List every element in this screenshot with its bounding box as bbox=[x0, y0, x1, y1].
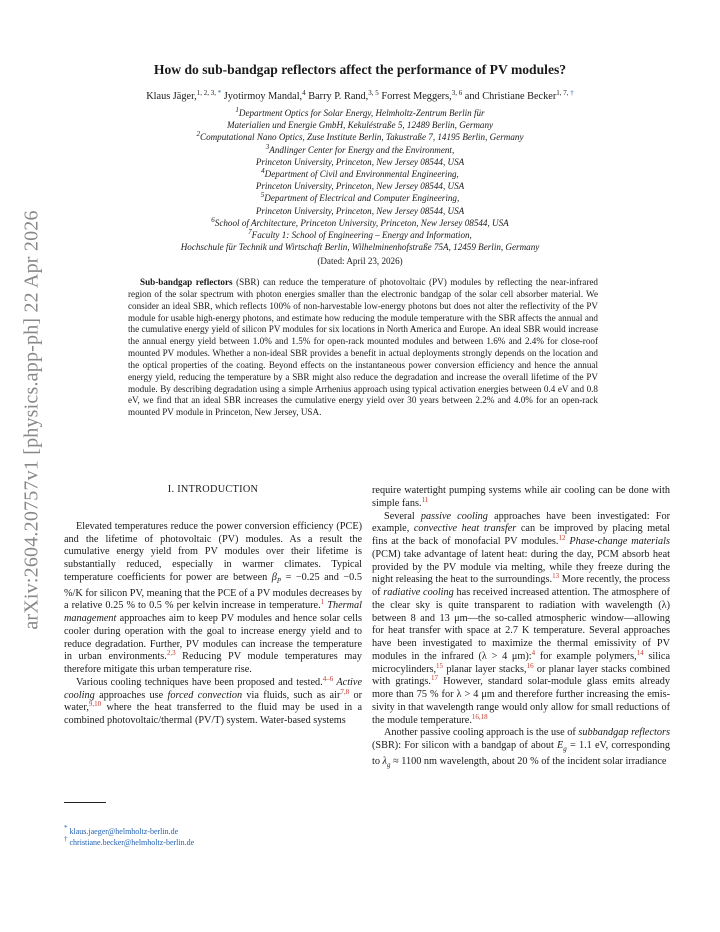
citation-link[interactable]: 4–6 bbox=[322, 674, 334, 683]
affiliation-marker: 4 bbox=[302, 89, 306, 97]
abstract bbox=[128, 277, 598, 419]
citation-link[interactable]: 16,18 bbox=[471, 712, 488, 721]
citation-link[interactable]: 9,10 bbox=[88, 700, 102, 709]
corresponding-author-marker[interactable]: * bbox=[215, 89, 222, 97]
citation-link[interactable]: 15 bbox=[436, 661, 444, 670]
affiliation-line: Hochschule für Technik und Wirtschaft Berlin, Wilhelminenhofstraße 75A, 12459 Berlin, Germany bbox=[180, 242, 540, 253]
email-link[interactable]: klaus.jaeger@helmholtz-berlin.de bbox=[69, 827, 179, 836]
paragraph: Elevated temperatures reduce the power conversion efficiency (PCE) and the lifetime of photovoltaic (PV) modules. As a result the cumulative energy yield from PV modules over their lifetime is substantially reduced, especially in warmer climates. Typical temperature coefficients for power are between $\beta_P = -0.25$ and −0.5 %/K for silicon PV, meaning that the PCE of a PV modules decreases by a relative 0.25 % to 0.5 % per kelvin increase in temperature.$^1$ Thermal management approaches aim to keep PV modules and hence solar cells cooler during operation with the goal to increase energy yield and to reduce degradation. Further, PV modules can increase the temperature in urban environments.$^{2,3}$ Reducing PV module temperatures may therefore mitigate this urban temperature rise. bbox=[64, 520, 362, 676]
email-link[interactable]: christiane.becker@helmholtz-berlin.de bbox=[69, 838, 195, 847]
affiliation-line: $^6$School of Architecture, Princeton University, Princeton, New Jersey 08544, USA bbox=[211, 215, 509, 228]
author-name: Jyotirmoy Mandal, bbox=[221, 91, 303, 102]
affiliation-line: $^3$Andlinger Center for Energy and the Environment, bbox=[265, 142, 455, 155]
affiliation-line: $^7$Faculty 1: School of Engineering – Energy and Information, bbox=[248, 228, 472, 241]
citation-link[interactable]: 13 bbox=[552, 572, 560, 581]
section-heading: I. INTRODUCTION bbox=[167, 484, 259, 495]
citation-link[interactable]: 2,3 bbox=[166, 649, 176, 658]
citation-link[interactable]: 14 bbox=[636, 648, 644, 657]
abstract-lead: Sub-bandgap reflectors bbox=[140, 277, 233, 287]
citation-link[interactable]: 16 bbox=[526, 661, 534, 670]
abstract-body: (SBR) can reduce the temperature of photovoltaic (PV) modules by reflecting the near-infrared region of the solar spectrum with photon energies smaller than the electronic bandgap of the solar cell absorber material. We consider an ideal SBR, which reflects 100% of non-harvestable low-energy photons but does not alter the reflectivity of the PV module for usable high-energy photons, and estimate how reducing the module temperature with the SBR affects the annual and the cumulative energy yield of silicon PV modules for six locations in North America and Europe. An ideal SBR would increase the annual energy yield between 1.0% and 1.5% for open-rack mounted modules and between 1.6% and 2.4% for close-roof mounted PV modules. Whether a non-ideal SBR provides a benefit in actual deployments strongly depends on the location and the optical properties of the coating. Beyond effects on the instantaneous power conversion efficiency and hence the annual energy yield, reducing the temperature by a SBR might also reduce the degradation and increase the overall lifetime of the PV module. By describing degradation using a simple Arrhenius approach using typical activation energies between 0.4 eV and 0.8 eV, we find that an ideal SBR increases the cumulative energy yield over 30 years between 2.2% and 4.0% for an open-rack mounted PV module in Princeton, New Jersey, USA. bbox=[128, 277, 598, 418]
date-line: (Dated: April 23, 2026) bbox=[317, 256, 403, 266]
affiliations bbox=[60, 107, 660, 253]
affiliation-marker: 1, 2, 3, bbox=[196, 89, 216, 97]
affiliation-marker: 1, 7, bbox=[556, 89, 569, 97]
affiliation-line: Princeton University, Princeton, New Jersey 08544, USA bbox=[255, 205, 465, 216]
left-column bbox=[64, 484, 362, 728]
paper-title: How do sub-bandgap reflectors affect the performance of PV modules? bbox=[153, 62, 567, 77]
author-name: Barry P. Rand, bbox=[305, 91, 369, 102]
corresponding-author-marker[interactable]: † bbox=[568, 89, 574, 97]
citation-link[interactable]: 11 bbox=[421, 495, 429, 504]
affiliation-marker: 3, 5 bbox=[368, 89, 379, 97]
arxiv-identifier: arXiv:2604.20757v1 [physics.app-ph] 22 Apr 2026 bbox=[20, 210, 43, 630]
arxiv-sidebar-stamp bbox=[18, 175, 46, 665]
paragraph: require watertight pumping systems while air cooling can be done with simple fans.$^{11}$ bbox=[372, 485, 670, 509]
affiliation-line: Princeton University, Princeton, New Jersey 08544, USA bbox=[255, 156, 465, 167]
citation-link[interactable]: 1 bbox=[320, 598, 325, 607]
citation-link[interactable]: 17 bbox=[430, 674, 438, 683]
author-name: Klaus Jäger, bbox=[146, 91, 197, 102]
citation-link[interactable]: 4 bbox=[531, 648, 536, 657]
citation-link[interactable]: 12 bbox=[558, 534, 566, 542]
footnotes bbox=[64, 826, 194, 848]
affiliation-line: $^1$Department Optics for Solar Energy, Helmholtz-Zentrum Berlin für bbox=[235, 106, 485, 118]
footnote-rule bbox=[64, 802, 106, 803]
footnote-marker: † bbox=[64, 835, 68, 843]
affiliation-line: Materialien und Energie GmbH, Kekuléstraße 5, 12489 Berlin, Germany bbox=[226, 120, 494, 131]
citation-link[interactable]: 7,8 bbox=[340, 687, 350, 696]
affiliation-line: $^4$Department of Civil and Environmental Engineering, bbox=[261, 167, 459, 180]
paragraph: Several passive cooling approaches have been investigated: For example, convective heat transfer can be improved by placing metal fins at the back of monofacial PV modules.$^{12}$ Phase-change materials (PCM) take advantage of latent heat: during the day, PCM absorb heat provided by the PV module via melting, while they freeze during the night releasing the heat to the surroundings.$^{13}$ More recently, the process of radiative cooling has received increased attention. The atmosphere of the clear sky is quite transparent to radiation with wavelength (λ) between 8 and 13 μm—the so-called atmospheric window—allowing for heat transfer with space at 2.7 K temperature. Several approaches have been investigated to maximize the thermal emissivity of PV modules in the infrared (λ > 4 μm):$^4$ for example polymers,$^{14}$ silica microcylinders,$^{15}$ planar layer stacks,$^{16}$ or planar layer stacks combined with gratings.$^{17}$ However, standard solar-module glass emits already more than 75 % for λ > 4 μm and therefore further increasing the emissivity in that wavelength range would only allow for small reductions of the module temperature.$^{16,18}$ bbox=[372, 510, 670, 726]
paragraph: Various cooling techniques have been proposed and tested.$^{4-6}$ Active cooling approaches use forced convection via fluids, such as air$^{7,8}$ or water,$^{9,10}$ where the heat transferred to the fluid may be used in a combined photovoltaic/thermal (PV/T) system. Water-based systems bbox=[64, 674, 363, 727]
paragraph: Another passive cooling approach is the use of subbandgap reflectors (SBR): For silicon with a bandgap of about $E_g = 1.1$ eV, corresponding to $\lambda_g \approx 1100$ nm wavelength, about 20 % of the incident solar irradiance bbox=[372, 727, 670, 769]
footnote bbox=[64, 826, 194, 837]
affiliation-line: $^2$Computational Nano Optics, Zuse Institute Berlin, Takustraße 7, 14195 Berlin, Germany bbox=[196, 130, 524, 143]
right-column bbox=[372, 485, 670, 772]
author-name: and Christiane Becker bbox=[462, 91, 557, 102]
footnote-marker: * bbox=[64, 824, 68, 832]
affiliation-line: Princeton University, Princeton, New Jersey 08544, USA bbox=[255, 181, 465, 192]
footnote bbox=[64, 837, 194, 848]
author-name: Forrest Meggers, bbox=[378, 91, 452, 102]
author-list bbox=[60, 91, 660, 102]
affiliation-marker: 3, 6 bbox=[451, 89, 463, 97]
affiliation-line: $^5$Department of Electrical and Computer Engineering, bbox=[260, 191, 460, 204]
